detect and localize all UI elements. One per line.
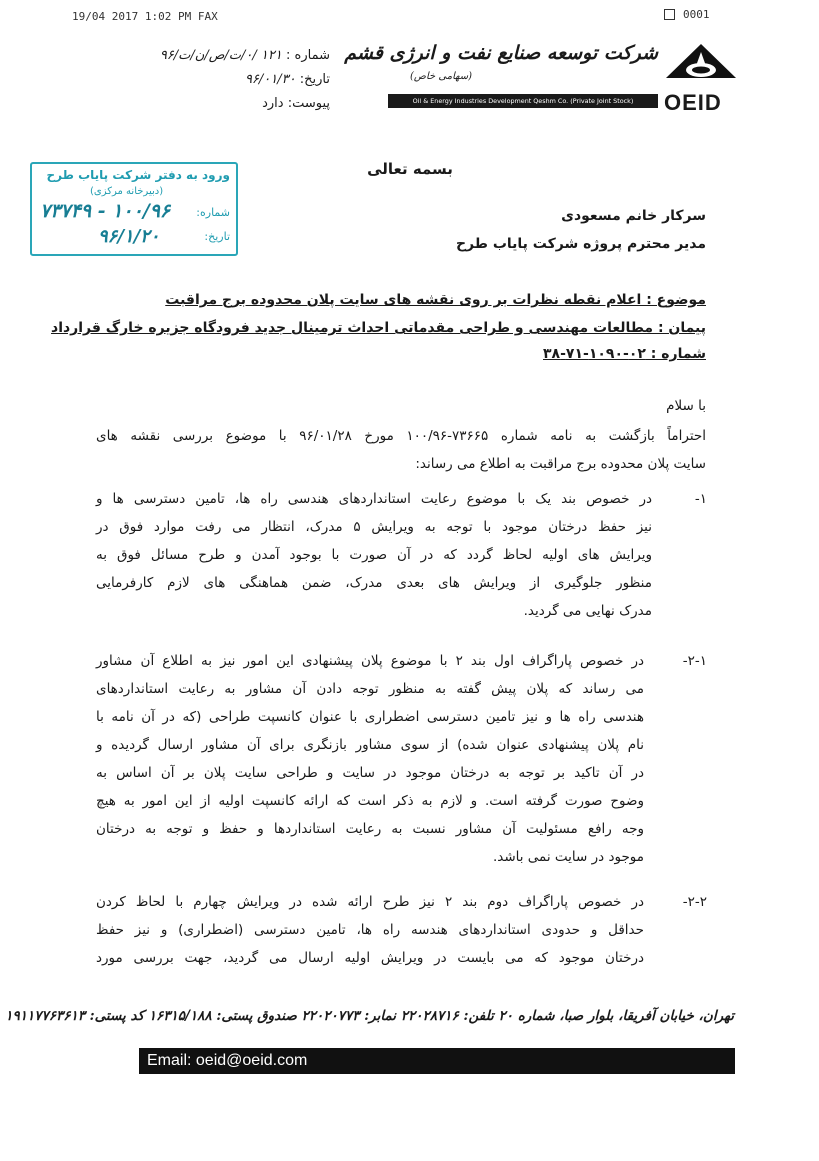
company-name-fa: شرکت توسعه صنایع نفت و انرژی قشم <box>344 42 658 64</box>
item-line: وجه رافع مسئولیت آن مشاور نسبت به رعایت استانداردها و حفظ و توجه به درختان <box>96 821 644 837</box>
intro-line: سایت پلان محدوده برج مراقبت به اطلاع می رساند: <box>415 456 706 472</box>
meta-date-label: تاریخ: <box>299 72 330 87</box>
item-line: نیز حفظ درختان موجود با توجه به ویرایش ۵ مدرک، انتظار می رفت موارد فوق در <box>96 519 652 535</box>
item-2-2-text <box>96 896 644 980</box>
fax-page-indicator <box>664 8 710 21</box>
company-logo <box>662 40 740 116</box>
meta-attachment-row <box>170 96 330 120</box>
letter-meta <box>159 48 330 120</box>
item-line: مدرک نهایی می گردید. <box>523 603 652 619</box>
subject-line-1: موضوع : اعلام نقطه نظرات بر روی نقشه های سایت پلان محدوده برج مراقبت <box>165 292 706 308</box>
fax-timestamp: 19/04 2017 1:02 PM FAX <box>72 10 218 23</box>
stamp-number-label: شماره: <box>196 206 230 219</box>
intro-line: احتراماً بازگشت به نامه شماره ۷۳۶۶۵-۱۰۰/۹۶ مورخ ۹۶/۰۱/۲۸ با موضوع بررسی نقشه های <box>96 428 706 444</box>
item-line: منظور جلوگیری از ویرایش های بعدی مدرک، ضمن هماهنگی های لازم کارفرمایی <box>96 575 652 591</box>
item-line: موجود در سایت نمی باشد. <box>492 849 644 865</box>
item-line: هندسی راه ها و نیز تامین دسترسی اضطراری با عنوان کانسپت طراحی (که در آن نامه با <box>96 709 644 725</box>
stamp-subtitle: (دبیرخانه مرکزی) <box>90 186 164 197</box>
stamp-title: ورود به دفتر شرکت پایاب طرح <box>46 168 230 182</box>
meta-attachment-label: پیوست: <box>287 96 330 111</box>
stamp-date-label: تاریخ: <box>204 230 230 243</box>
fax-page-number: 0001 <box>683 8 710 21</box>
receipt-stamp <box>30 162 238 256</box>
intro-paragraph <box>96 430 706 486</box>
meta-date-row <box>170 72 330 96</box>
item-line: ویرایش های اولیه لحاظ گردد که در آن صورت با بوجود آمدن و طرح مسائل فوق به <box>96 547 652 563</box>
item-line: درختان موجود که می بایست در ویرایش اولیه ارسال می گردید، جهت بررسی مورد <box>96 950 644 966</box>
subject-line-3: شماره : ۰۲-۱۰۹۰-۷۱-۳۸ <box>543 346 706 362</box>
item-line: در آن تاکید بر توجه به درختان موجود در سایت و طراحی سایت پلان بر آن اساس به <box>96 765 644 781</box>
meta-attachment-value: دارد <box>262 96 284 111</box>
stamp-number-value: ۱۰۰/۹۶ - ۷۳۷۴۹ <box>40 200 171 222</box>
item-line: در خصوص پاراگراف اول بند ۲ با موضوع پلان پیشنهادی این امور نیز به اطلاع آن مشاور <box>96 653 644 669</box>
footer-address: تهران، خیابان آفریقا، بلوار صبا، شماره ۲۰ تلفن: ۲۲۰۲۸۷۱۶ نمابر: ۲۲۰۲۰۷۷۳ صندوق پستی: ۱۶۳۱۵/۱۸۸ کد پستی: ۱۹۱۱۷۷۶۳۶۱۳ <box>5 1008 734 1024</box>
item-line: نام پلان پیشنهادی عنوان شده) از سوی مشاور بازنگری برای آن مشاور ارسال گردیده و <box>96 737 644 753</box>
item-2-1-number: ۲-۱- <box>682 653 707 669</box>
footer-email[interactable]: Email: oeid@oeid.com <box>147 1052 308 1069</box>
logo-text: OEID <box>664 90 722 115</box>
fax-page-icon <box>664 9 675 20</box>
item-line: در خصوص پاراگراف دوم بند ۲ نیز طرح ارائه شده در ویرایش چهارم با لحاظ کردن <box>96 894 644 910</box>
recipient-name: سرکار خانم مسعودی <box>561 208 706 224</box>
footer-email-bar <box>139 1048 735 1074</box>
item-2-1-text <box>96 655 644 879</box>
item-line: در خصوص بند یک با موضوع رعایت استانداردهای هندسی راه ها، تامین دسترسی ها و <box>96 491 652 507</box>
company-type-fa: (سهامی خاص) <box>410 71 473 82</box>
meta-date-value: ۹۶/۰۱/۳۰ <box>244 72 296 87</box>
item-line: حداقل و حدودی استانداردهای هندسه راه ها، تامین دسترسی (اضطراری) و نیز حفظ <box>96 922 644 938</box>
greeting: با سلام <box>666 398 706 414</box>
meta-number-row <box>159 48 330 72</box>
subject-line-2: پیمان : مطالعات مهندسی و طراحی مقدماتی احداث ترمینال جدید فرودگاه جزیره خارگ قرارداد <box>51 320 706 336</box>
item-line: وضوح صورت گرفته است. و لازم به ذکر است که ارائه کانسپت اولیه از این امور به هیچ <box>96 793 644 809</box>
item-2-2-number: ۲-۲- <box>682 894 707 910</box>
company-header <box>344 38 658 114</box>
invocation: بسمه تعالی <box>367 160 453 178</box>
stamp-date-value: ۹۶/۱/۲۰ <box>98 226 160 247</box>
item-1-number: ۱- <box>694 491 707 507</box>
company-name-en: Oil & Energy Industries Development Qeshm Co. (Private Joint Stock) <box>388 94 658 108</box>
meta-number-value: ۱۲۱ /۰/ت/ص/ن/ت/۹۶ <box>159 48 282 63</box>
recipient-title: مدیر محترم پروژه شرکت پایاب طرح <box>455 236 706 252</box>
item-line: می رساند که پلان پیش گفته به منظور توجه دادن آن مشاور به رعایت استانداردهای <box>96 681 644 697</box>
oeid-logo-icon <box>662 40 740 90</box>
item-1-text <box>96 493 652 633</box>
meta-number-label: شماره : <box>286 48 330 63</box>
